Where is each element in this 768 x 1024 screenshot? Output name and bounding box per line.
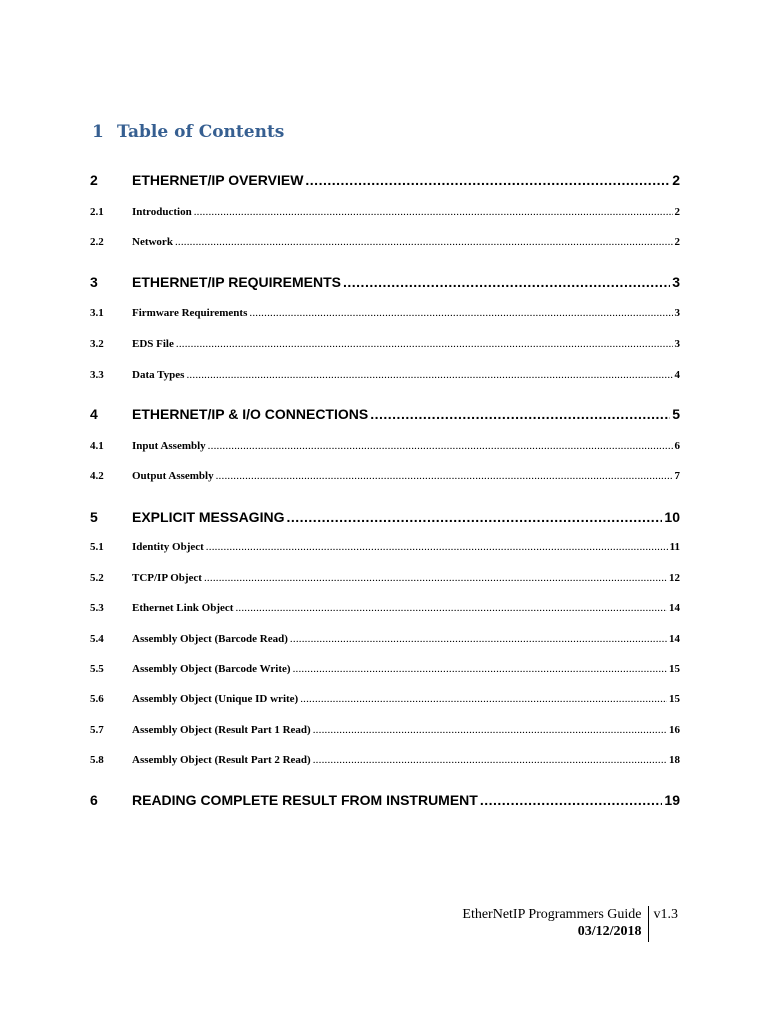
footer-left — [462, 906, 647, 942]
entry-title: Network — [132, 236, 173, 248]
entry-page: 7 — [674, 470, 680, 482]
entry-title: Ethernet Link Object — [132, 602, 234, 614]
toc-entry-4-1[interactable] — [90, 440, 680, 452]
entry-number: 5.6 — [90, 693, 104, 705]
entry-number: 5.4 — [90, 633, 104, 645]
entry-number: 4 — [90, 406, 98, 422]
entry-number: 5 — [90, 509, 98, 525]
entry-page: 16 — [669, 724, 680, 736]
heading-title: Table of Contents — [117, 122, 285, 142]
footer-date: 03/12/2018 — [577, 924, 642, 939]
page-footer — [462, 906, 678, 942]
dot-leader — [206, 541, 668, 553]
entry-title: Data Types — [132, 369, 185, 381]
entry-number: 6 — [90, 792, 98, 808]
entry-number: 5.5 — [90, 663, 104, 675]
entry-page: 5 — [672, 406, 680, 422]
toc-entry-5-7[interactable] — [90, 724, 680, 736]
entry-title: Assembly Object (Barcode Read) — [132, 633, 288, 645]
entry-number: 5.7 — [90, 724, 104, 736]
entry-number: 4.2 — [90, 470, 104, 482]
toc-entry-5-8[interactable] — [90, 754, 680, 766]
dot-leader — [300, 693, 667, 705]
toc-entry-5-5[interactable] — [90, 663, 680, 675]
toc-entry-5[interactable] — [90, 509, 680, 525]
dot-leader — [249, 307, 672, 319]
dot-leader — [176, 338, 673, 350]
entry-title: ETHERNET/IP OVERVIEW — [132, 172, 304, 188]
entry-number: 3.3 — [90, 369, 104, 381]
entry-title: Assembly Object (Unique ID write) — [132, 693, 299, 705]
heading-number: 1 — [92, 122, 104, 142]
entry-number: 5.2 — [90, 572, 104, 584]
toc-entry-2-1[interactable] — [90, 206, 680, 218]
entry-page: 14 — [669, 602, 680, 614]
entry-page: 2 — [672, 172, 680, 188]
entry-page: 15 — [669, 693, 680, 705]
dot-leader — [194, 206, 673, 218]
entry-page: 12 — [669, 572, 680, 584]
toc-entry-2-2[interactable] — [90, 236, 680, 248]
entry-number: 4.1 — [90, 440, 104, 452]
footer-version: v1.3 — [653, 907, 678, 922]
entry-page: 4 — [674, 369, 680, 381]
entry-title: TCP/IP Object — [132, 572, 202, 584]
entry-title: Output Assembly — [132, 470, 214, 482]
entry-number: 5.8 — [90, 754, 104, 766]
toc-entry-3-3[interactable] — [90, 369, 680, 381]
toc-entry-4[interactable] — [90, 406, 680, 422]
entry-title: READING COMPLETE RESULT FROM INSTRUMENT — [132, 792, 478, 808]
entry-page: 14 — [669, 633, 680, 645]
dot-leader — [313, 754, 667, 766]
entry-title: Identity Object — [132, 541, 204, 553]
entry-number: 2 — [90, 172, 98, 188]
dot-leader — [235, 602, 667, 614]
entry-title: Assembly Object (Result Part 1 Read) — [132, 724, 311, 736]
toc-entry-6[interactable] — [90, 792, 680, 808]
toc-entry-2[interactable] — [90, 172, 680, 188]
entry-number: 5.1 — [90, 541, 104, 553]
toc-entry-3[interactable] — [90, 274, 680, 290]
toc-entry-3-2[interactable] — [90, 338, 680, 350]
entry-page: 2 — [674, 206, 680, 218]
toc-entry-4-2[interactable] — [90, 470, 680, 482]
dot-leader — [216, 470, 673, 482]
entry-title: ETHERNET/IP REQUIREMENTS — [132, 274, 341, 290]
toc-entry-5-4[interactable] — [90, 633, 680, 645]
footer-right — [649, 906, 679, 942]
footer-guide-title: EtherNetIP Programmers Guide — [462, 907, 642, 922]
entry-title: Assembly Object (Barcode Write) — [132, 663, 291, 675]
entry-number: 3 — [90, 274, 98, 290]
entry-page: 18 — [669, 754, 680, 766]
entry-page: 11 — [669, 541, 680, 553]
toc-entry-5-2[interactable] — [90, 572, 680, 584]
entry-page: 10 — [664, 509, 680, 525]
entry-page: 3 — [674, 338, 680, 350]
toc-entry-5-3[interactable] — [90, 602, 680, 614]
dot-leader — [480, 792, 663, 808]
toc-entry-3-1[interactable] — [90, 307, 680, 319]
dot-leader — [305, 172, 670, 188]
entry-number: 3.1 — [90, 307, 104, 319]
entry-page: 6 — [674, 440, 680, 452]
dot-leader — [204, 572, 667, 584]
toc-heading — [92, 122, 284, 142]
dot-leader — [286, 509, 662, 525]
entry-title: ETHERNET/IP & I/O CONNECTIONS — [132, 406, 369, 422]
entry-page: 19 — [664, 792, 680, 808]
dot-leader — [290, 633, 667, 645]
entry-number: 3.2 — [90, 338, 104, 350]
entry-title: Firmware Requirements — [132, 307, 248, 319]
entry-number: 5.3 — [90, 602, 104, 614]
entry-page: 3 — [674, 307, 680, 319]
dot-leader — [313, 724, 667, 736]
toc-entry-5-6[interactable] — [90, 693, 680, 705]
entry-title: Introduction — [132, 206, 192, 218]
dot-leader — [208, 440, 673, 452]
entry-title: EDS File — [132, 338, 174, 350]
entry-title: Assembly Object (Result Part 2 Read) — [132, 754, 311, 766]
entry-page: 15 — [669, 663, 680, 675]
entry-page: 2 — [674, 236, 680, 248]
dot-leader — [293, 663, 667, 675]
toc-entry-5-1[interactable] — [90, 541, 680, 553]
entry-title: Input Assembly — [132, 440, 206, 452]
entry-number: 2.2 — [90, 236, 104, 248]
dot-leader — [343, 274, 670, 290]
dot-leader — [175, 236, 673, 248]
entry-page: 3 — [672, 274, 680, 290]
entry-title: EXPLICIT MESSAGING — [132, 509, 285, 525]
entry-number: 2.1 — [90, 206, 104, 218]
dot-leader — [186, 369, 672, 381]
dot-leader — [370, 406, 670, 422]
